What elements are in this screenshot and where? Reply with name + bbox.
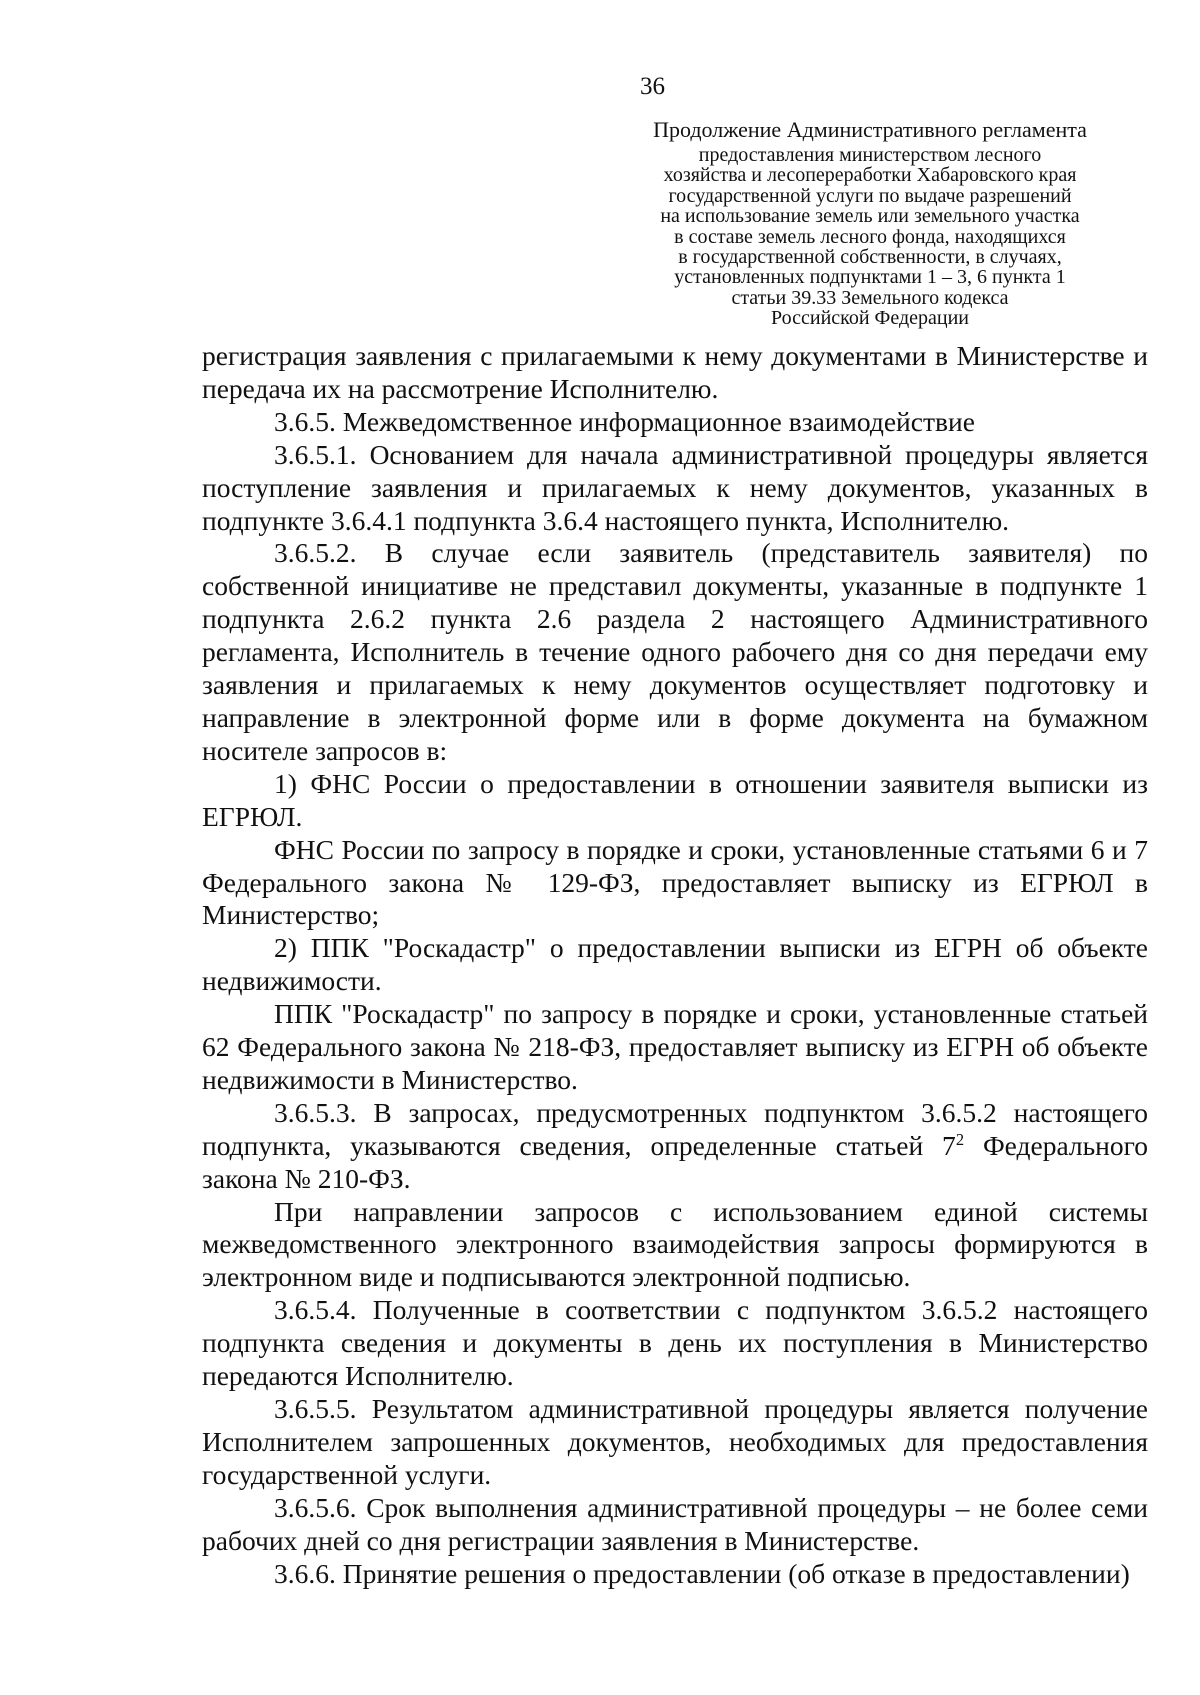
paragraph-smev: При направлении запросов с использованием единой системы межведомственного электронного взаимодействия запросы формируются в электронном виде и подписываются электронной подписью. [202,1195,1148,1293]
page-number: 36 [640,73,665,100]
header-line: Продолжение Административного регламента [653,117,1087,142]
header-line: в составе земель лесного фонда, находящихся [674,225,1066,248]
regulation-header [620,115,1120,329]
header-line: предоставления министерством лесного [698,144,1042,166]
paragraph-3-6-5-2: 3.6.5.2. В случае если заявитель (представитель заявителя) по собственной инициативе не представил документы, указанные в подпункте 1 подпункта 2.6.2 пункта 2.6 раздела 2 настоящего Административного регламента, Исполнитель в течение одного рабочего дня со дня передачи ему заявления и прилагаемых к нему документов осуществляет подготовку и направление в электронной форме или в форме документа на бумажном носителе запросов в: [202,537,1148,766]
paragraph-fns: ФНС России по запросу в порядке и сроки, установленные статьями 6 и 7 Федерального закона № 129-ФЗ, предоставляет выписку из ЕГРЮЛ в Министерство; [202,833,1148,931]
paragraph-3-6-5-3-tail: Федерального закона № 210-ФЗ. [202,1129,1148,1194]
superscript: 2 [955,1129,965,1149]
header-line: в государственной собственности, в случаях, [678,246,1062,269]
header-line: на использование земель или земельного участка [660,205,1080,228]
paragraph-3-6-5-4: 3.6.5.4. Полученные в соответствии с подпунктом 3.6.5.2 настоящего подпункта сведения и документы в день их поступления в Министерство передаются Исполнителю. [202,1294,1148,1392]
header-line: установленных подпунктами 1 – 3, 6 пункта 1 [674,266,1066,289]
header-line: статьи 39.33 Земельного кодекса [731,286,1009,309]
paragraph-3-6-5-6: 3.6.5.6. Срок выполнения административной процедуры – не более семи рабочих дней со дня регистрации заявления в Министерстве. [202,1491,1148,1556]
paragraph-item-1: 1) ФНС России о предоставлении в отношении заявителя выписки из ЕГРЮЛ. [202,767,1148,832]
paragraph-item-2: 2) ППК "Роскадастр" о предоставлении выписки из ЕГРН об объекте недвижимости. [202,932,1148,997]
paragraph-3-6-5-1: 3.6.5.1. Основанием для начала административной процедуры является поступление заявления и прилагаемых к нему документов, указанных в подпункте 3.6.4.1 подпункта 3.6.4 настоящего пункта, Исполнителю. [202,438,1148,536]
paragraph-3-6-5-5: 3.6.5.5. Результатом административной процедуры является получение Исполнителем запрошенных документов, необходимых для предоставления государственной услуги. [202,1393,1148,1490]
paragraph-3-6-5-3 [202,1097,1148,1196]
section-heading-3-6-5: 3.6.5. Межведомственное информационное взаимодействие [274,405,975,437]
section-heading-3-6-6: 3.6.6. Принятие решения о предоставлении (об отказе в предоставлении) [274,1557,1130,1589]
paragraph-3-6-5-3-text: 3.6.5.3. В запросах, предусмотренных подпунктом 3.6.5.2 настоящего подпункта, указываются сведения, определенные статьей 7 [202,1096,1148,1161]
paragraph-registration: регистрация заявления с прилагаемыми к нему документами в Министерстве и передача их на рассмотрение Исполнителю. [202,340,1148,404]
paragraph-roskadastr: ППК "Роскадастр" по запросу в порядке и сроки, установленные статьей 62 Федерального закона № 218-ФЗ, предоставляет выписку из ЕГРН об объекте недвижимости в Министерство. [202,998,1148,1095]
header-line: государственной услуги по выдаче разрешений [668,184,1072,207]
body-text [202,340,1148,1590]
header-line: Российской Федерации [770,307,970,330]
header-line: хозяйства и лесопереработки Хабаровского края [663,164,1077,187]
